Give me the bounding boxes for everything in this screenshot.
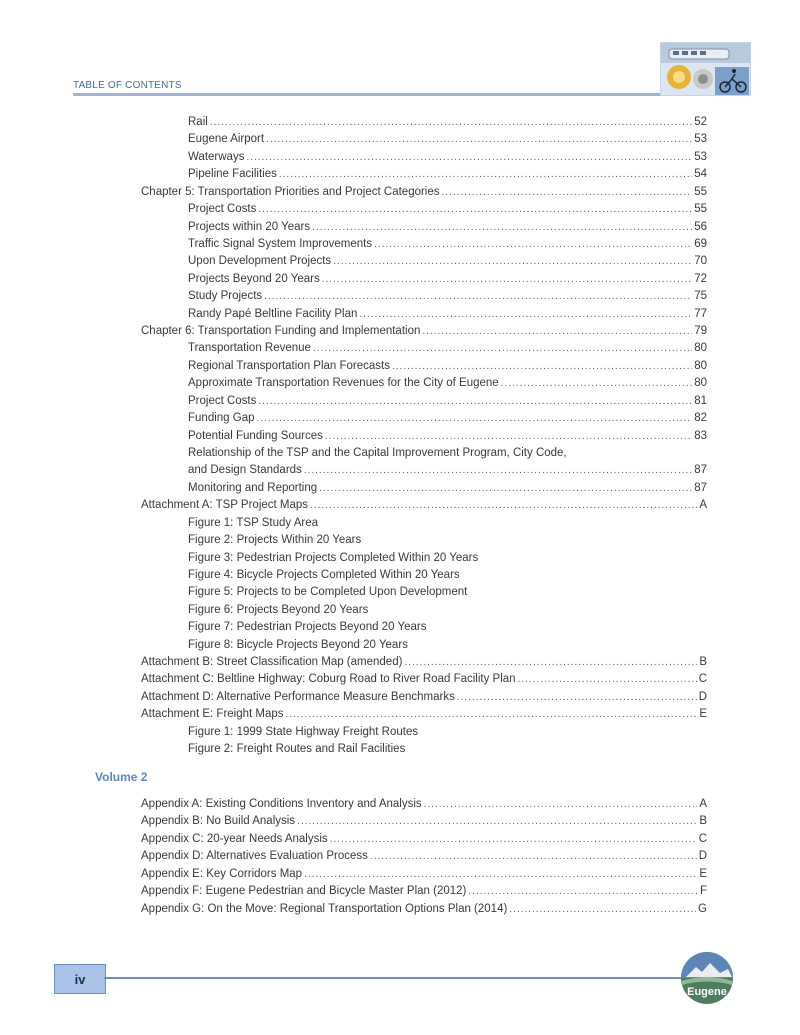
- dot-leader: [312, 219, 692, 236]
- header-rule: [73, 93, 748, 96]
- toc-entry-page: 72: [694, 272, 707, 285]
- dot-leader: [333, 253, 692, 270]
- toc-entry-title: Attachment D: Alternative Performance Measure Benchmarks: [141, 690, 455, 703]
- dot-leader: [457, 689, 697, 706]
- dot-leader: [422, 323, 692, 340]
- toc-entry[interactable]: [141, 689, 707, 706]
- toc-entry: Relationship of the TSP and the Capital Improvement Program, City Code,: [188, 446, 567, 459]
- toc-entry-page: 53: [694, 133, 707, 146]
- toc-entry[interactable]: [188, 131, 707, 148]
- toc-entry-title: Approximate Transportation Revenues for the City of Eugene: [188, 377, 499, 390]
- toc-entry-page: B: [699, 656, 707, 669]
- toc-entry-page: 54: [694, 168, 707, 181]
- toc-entry-title: Attachment B: Street Classification Map (amended): [141, 656, 403, 669]
- toc-entry-page: D: [698, 850, 707, 863]
- toc-entry-page: 77: [694, 307, 707, 320]
- toc-entry[interactable]: [188, 410, 707, 427]
- toc-entry[interactable]: [141, 831, 707, 848]
- dot-leader: [330, 831, 697, 848]
- toc-entry-page: 69: [694, 237, 707, 250]
- dot-leader: [304, 866, 697, 883]
- dot-leader: [424, 796, 698, 813]
- toc-entry-page: 79: [694, 325, 707, 338]
- toc-entry: Figure 4: Bicycle Projects Completed Within 20 Years: [188, 568, 460, 581]
- dot-leader: [258, 393, 692, 410]
- dot-leader: [518, 671, 697, 688]
- toc-entry[interactable]: [188, 428, 707, 445]
- dot-leader: [442, 184, 693, 201]
- toc-entry-page: C: [698, 832, 707, 845]
- toc-entry-title: Randy Papé Beltline Facility Plan: [188, 307, 358, 320]
- toc-entry[interactable]: [188, 340, 707, 357]
- toc-entry-title: Transportation Revenue: [188, 342, 311, 355]
- toc-entry[interactable]: [188, 271, 707, 288]
- toc-entry-title: Potential Funding Sources: [188, 429, 323, 442]
- dot-leader: [264, 288, 692, 305]
- toc-entry-title: Attachment C: Beltline Highway: Coburg Road to River Road Facility Plan: [141, 673, 516, 686]
- toc-entry-page: 83: [694, 429, 707, 442]
- toc-entry-title: Appendix C: 20-year Needs Analysis: [141, 832, 328, 845]
- toc-entry-title: Appendix B: No Build Analysis: [141, 815, 296, 828]
- toc-entry-page: A: [699, 798, 707, 810]
- toc-entry[interactable]: [188, 393, 707, 410]
- toc-entry-page: 56: [694, 220, 707, 233]
- toc-entry-title: Attachment E: Freight Maps: [141, 708, 284, 721]
- dot-leader: [404, 654, 697, 671]
- footer-rule: [104, 977, 684, 979]
- toc-entry[interactable]: [188, 288, 707, 305]
- toc-entry: Figure 1: TSP Study Area: [188, 516, 318, 529]
- toc-entry-title: Appendix F: Eugene Pedestrian and Bicycle Master Plan (2012): [141, 885, 467, 898]
- running-header: TABLE OF CONTENTS: [73, 80, 182, 91]
- toc-entry-page: C: [698, 673, 707, 686]
- toc-entry[interactable]: [141, 813, 707, 830]
- toc-entry-title: Upon Development Projects: [188, 255, 332, 268]
- toc-entry[interactable]: [188, 306, 707, 323]
- toc-entry-title: Appendix A: Existing Conditions Inventory and Analysis: [141, 798, 422, 810]
- page-number: iv: [54, 964, 106, 994]
- toc-entry[interactable]: [188, 253, 707, 270]
- toc-entry: Figure 5: Projects to be Completed Upon Development: [188, 586, 468, 599]
- toc-entry[interactable]: [141, 883, 707, 900]
- toc-entry[interactable]: [188, 219, 707, 236]
- toc-entry-page: 55: [694, 185, 707, 198]
- toc-entry[interactable]: [188, 149, 707, 166]
- toc-entry-page: 75: [694, 290, 707, 303]
- toc-entry[interactable]: [188, 114, 707, 131]
- dot-leader: [392, 358, 692, 375]
- dot-leader: [319, 480, 692, 497]
- toc-entry: Figure 6: Projects Beyond 20 Years: [188, 603, 369, 616]
- eugene-logo-icon: [680, 951, 734, 1005]
- toc-entry[interactable]: [188, 358, 707, 375]
- toc-entry-title: Chapter 6: Transportation Funding and Implementation: [141, 325, 421, 338]
- toc-entry-page: A: [699, 499, 707, 512]
- toc-entry-title: Pipeline Facilities: [188, 168, 277, 181]
- toc-entry-title: and Design Standards: [188, 464, 302, 477]
- toc-entry-title: Projects within 20 Years: [188, 220, 311, 233]
- toc-entry-page: B: [699, 815, 707, 828]
- toc-entry-title: Project Costs: [188, 394, 257, 407]
- eugene-logo: [680, 951, 734, 1005]
- toc-entry-title: Appendix D: Alternatives Evaluation Process: [141, 850, 368, 863]
- toc-entry-title: Eugene Airport: [188, 133, 265, 146]
- toc-entry-title: Appendix E: Key Corridors Map: [141, 867, 303, 880]
- dot-leader: [258, 201, 692, 218]
- toc-entry-page: 87: [694, 481, 707, 494]
- toc-entry-title: Study Projects: [188, 290, 263, 303]
- toc-entry-title: Traffic Signal System Improvements: [188, 237, 373, 250]
- header-transportation-collage: [660, 42, 751, 96]
- toc-entry-title: Waterways: [188, 150, 245, 163]
- toc-entry: Figure 7: Pedestrian Projects Beyond 20 Years: [188, 621, 427, 634]
- toc-entry[interactable]: [141, 848, 707, 865]
- dot-leader: [370, 848, 697, 865]
- toc-entry[interactable]: [188, 236, 707, 253]
- toc-entry-page: F: [699, 885, 707, 898]
- dot-leader: [374, 236, 692, 253]
- toc-entry-page: G: [698, 902, 707, 915]
- toc-entry[interactable]: [141, 654, 707, 671]
- toc-entry: Figure 3: Pedestrian Projects Completed Within 20 Years: [188, 551, 479, 564]
- dot-leader: [257, 410, 693, 427]
- toc-entry-title: Attachment A: TSP Project Maps: [141, 499, 309, 512]
- toc-entry-title: Regional Transportation Plan Forecasts: [188, 359, 390, 372]
- toc-entry: Figure 1: 1999 State Highway Freight Routes: [188, 725, 419, 738]
- toc-entry-page: 70: [694, 255, 707, 268]
- toc-entry[interactable]: [141, 497, 707, 514]
- toc-entry-title: Rail: [188, 116, 208, 128]
- toc-entry-title: Project Costs: [188, 203, 257, 216]
- volume-2-heading: Volume 2: [95, 770, 148, 784]
- toc-entry[interactable]: [141, 706, 707, 723]
- toc-entry-page: 80: [694, 342, 707, 355]
- toc-entry-page: 80: [694, 377, 707, 390]
- dot-leader: [501, 375, 693, 392]
- dot-leader: [266, 131, 692, 148]
- toc-entry[interactable]: [141, 323, 707, 340]
- transportation-collage-icon: [661, 43, 750, 95]
- toc-entry: Figure 2: Freight Routes and Rail Facilities: [188, 743, 406, 756]
- toc-entry-title: Monitoring and Reporting: [188, 481, 318, 494]
- dot-leader: [313, 340, 692, 357]
- logo-text: Eugene: [687, 986, 727, 998]
- toc-entry[interactable]: [141, 901, 707, 918]
- toc-entry-page: 53: [694, 150, 707, 163]
- toc-entry-page: 82: [694, 412, 707, 425]
- toc-entry[interactable]: [188, 166, 707, 183]
- toc-entry[interactable]: [141, 671, 707, 688]
- toc-entry[interactable]: [188, 201, 707, 218]
- toc-entry[interactable]: [141, 184, 707, 201]
- toc-entry[interactable]: [188, 480, 707, 497]
- dot-leader: [297, 813, 697, 830]
- toc-entry[interactable]: [188, 462, 707, 479]
- toc-entry-page: 55: [694, 203, 707, 216]
- dot-leader: [325, 428, 692, 445]
- toc-entry-page: 52: [694, 116, 707, 128]
- dot-leader: [468, 883, 698, 900]
- toc-entry-title: Projects Beyond 20 Years: [188, 272, 320, 285]
- toc-entry-page: 87: [694, 464, 707, 477]
- dot-leader: [359, 306, 692, 323]
- toc-entry-page: E: [699, 708, 707, 721]
- dot-leader: [304, 462, 692, 479]
- toc-entry-page: 81: [694, 394, 707, 407]
- toc-entry-title: Chapter 5: Transportation Priorities and Project Categories: [141, 185, 440, 198]
- toc-entry: Figure 8: Bicycle Projects Beyond 20 Years: [188, 638, 408, 651]
- dot-leader: [246, 149, 692, 166]
- toc-entry: Figure 2: Projects Within 20 Years: [188, 534, 362, 547]
- dot-leader: [279, 166, 692, 183]
- toc-entry-title: Funding Gap: [188, 412, 255, 425]
- dot-leader: [210, 114, 692, 131]
- dot-leader: [509, 901, 696, 918]
- toc-entry-page: D: [698, 690, 707, 703]
- toc-entry-page: E: [699, 867, 707, 880]
- toc-entry[interactable]: [141, 866, 707, 883]
- dot-leader: [310, 497, 697, 514]
- toc-entry[interactable]: [188, 375, 707, 392]
- toc-entry-title: Appendix G: On the Move: Regional Transportation Options Plan (2014): [141, 902, 508, 915]
- toc-entry[interactable]: [141, 796, 707, 813]
- dot-leader: [286, 706, 698, 723]
- toc-entry-page: 80: [694, 359, 707, 372]
- dot-leader: [322, 271, 693, 288]
